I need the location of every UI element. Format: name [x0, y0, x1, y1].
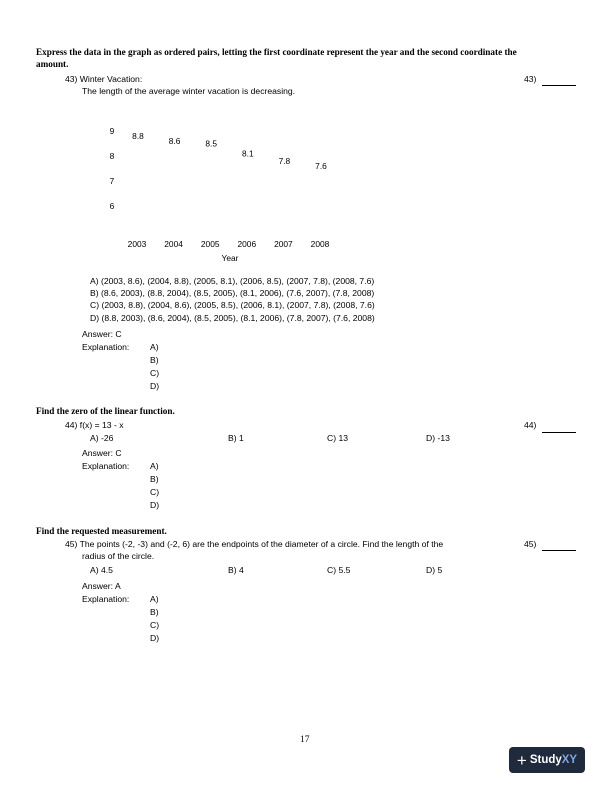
answer-43: Answer: C — [82, 329, 122, 339]
chart-y-tick-label: 8 — [109, 151, 115, 161]
question-44-stem: 44) f(x) = 13 - x — [65, 420, 124, 430]
question-43-subtitle: The length of the average winter vacation is decreasing. — [82, 86, 296, 96]
explanation-line-45: B) — [150, 607, 159, 617]
chart-y-tick-label: 9 — [109, 126, 115, 136]
chart-data-label: 7.6 — [315, 161, 327, 171]
explanation-line-43: B) — [150, 355, 159, 365]
logo-text: StudyXY — [529, 754, 578, 766]
explanation-label-45: Explanation: — [82, 594, 130, 604]
option-d-43[interactable]: D) (8.8, 2003), (8.6, 2004), (8.5, 2005), (8.1, 2006), (7.8, 2007), (7.6, 2008) — [90, 313, 375, 323]
explanation-line-44: A) — [150, 461, 159, 471]
question-43-number: 43) — [524, 74, 537, 84]
explanation-line-44: D) — [150, 500, 160, 510]
section-instruction: Find the zero of the linear function. — [36, 406, 175, 416]
explanation-line-45: A) — [150, 594, 159, 604]
chart-data-label: 8.6 — [168, 136, 181, 146]
chart-data-label: 7.8 — [278, 156, 291, 166]
explanation-line-44: B) — [150, 474, 159, 484]
studyxy-logo[interactable] — [509, 747, 585, 773]
chart-x-tick-label: 2006 — [237, 239, 257, 249]
explanation-line-43: D) — [150, 381, 160, 391]
explanation-line-45: D) — [150, 633, 160, 643]
chart-data-label: 8.1 — [241, 148, 254, 159]
question-45-stem: 45) The points (-2, -3) and (-2, 6) are the endpoints of the diameter of a circle. Find the length of the — [65, 539, 444, 549]
explanation-label-44: Explanation: — [82, 461, 130, 471]
section-instruction: Express the data in the graph as ordered pairs, letting the first coordinate represent the year and the second coordinate the — [36, 47, 517, 57]
option-c-43[interactable]: C) (2003, 8.8), (2004, 8.6), (2005, 8.5), (2006, 8.1), (2007, 7.8), (2008, 7.6) — [90, 300, 375, 310]
option-b-43[interactable]: B) (8.6, 2003), (8.8, 2004), (8.5, 2005), (8.1, 2006), (7.6, 2007), (7.8, 2008) — [90, 288, 375, 298]
option-d-44[interactable]: D) -13 — [426, 433, 450, 443]
chart-x-tick-label: 2004 — [164, 239, 183, 249]
answer-44: Answer: C — [82, 448, 122, 458]
chart-y-tick-label: 6 — [109, 201, 115, 211]
question-45-number: 45) — [524, 539, 537, 549]
question-45-stem-cont: radius of the circle. — [82, 551, 155, 561]
explanation-line-45: C) — [150, 620, 160, 630]
chart-x-tick-label: 2005 — [200, 239, 220, 249]
question-43-stem: 43) Winter Vacation: — [65, 74, 143, 84]
option-c-45[interactable]: C) 5.5 — [327, 565, 351, 575]
option-b-45[interactable]: B) 4 — [228, 565, 244, 575]
page-number: 17 — [300, 735, 310, 745]
chart-x-tick-label: 2007 — [274, 239, 293, 249]
question-44-number: 44) — [524, 420, 537, 430]
answer-45: Answer: A — [82, 581, 121, 591]
option-a-45[interactable]: A) 4.5 — [90, 565, 113, 575]
chart-data-label: 8.5 — [205, 138, 218, 149]
option-d-45[interactable]: D) 5 — [426, 565, 443, 575]
section-instruction: Find the requested measurement. — [36, 526, 167, 536]
option-b-44[interactable]: B) 1 — [228, 433, 244, 443]
explanation-line-43: A) — [150, 342, 159, 352]
chart-y-tick-label: 7 — [109, 176, 115, 186]
section-instruction-cont: amount. — [36, 59, 69, 69]
answer-blank-44[interactable] — [542, 432, 576, 433]
option-a-43[interactable]: A) (2003, 8.6), (2004, 8.8), (2005, 8.1), (2006, 8.5), (2007, 7.8), (2008, 7.6) — [90, 276, 375, 286]
chart-data-label: 8.8 — [132, 131, 144, 141]
chart-x-tick-label: 2003 — [127, 239, 147, 249]
answer-blank-45[interactable] — [542, 550, 576, 551]
explanation-line-44: C) — [150, 487, 160, 497]
chart-x-tick-label: 2008 — [310, 239, 330, 249]
chart-x-axis-label: Year — [221, 253, 239, 263]
plus-icon: + — [516, 750, 527, 770]
option-c-44[interactable]: C) 13 — [327, 433, 349, 443]
option-a-44[interactable]: A) -26 — [90, 433, 114, 443]
explanation-line-43: C) — [150, 368, 160, 378]
explanation-label-43: Explanation: — [82, 342, 130, 352]
